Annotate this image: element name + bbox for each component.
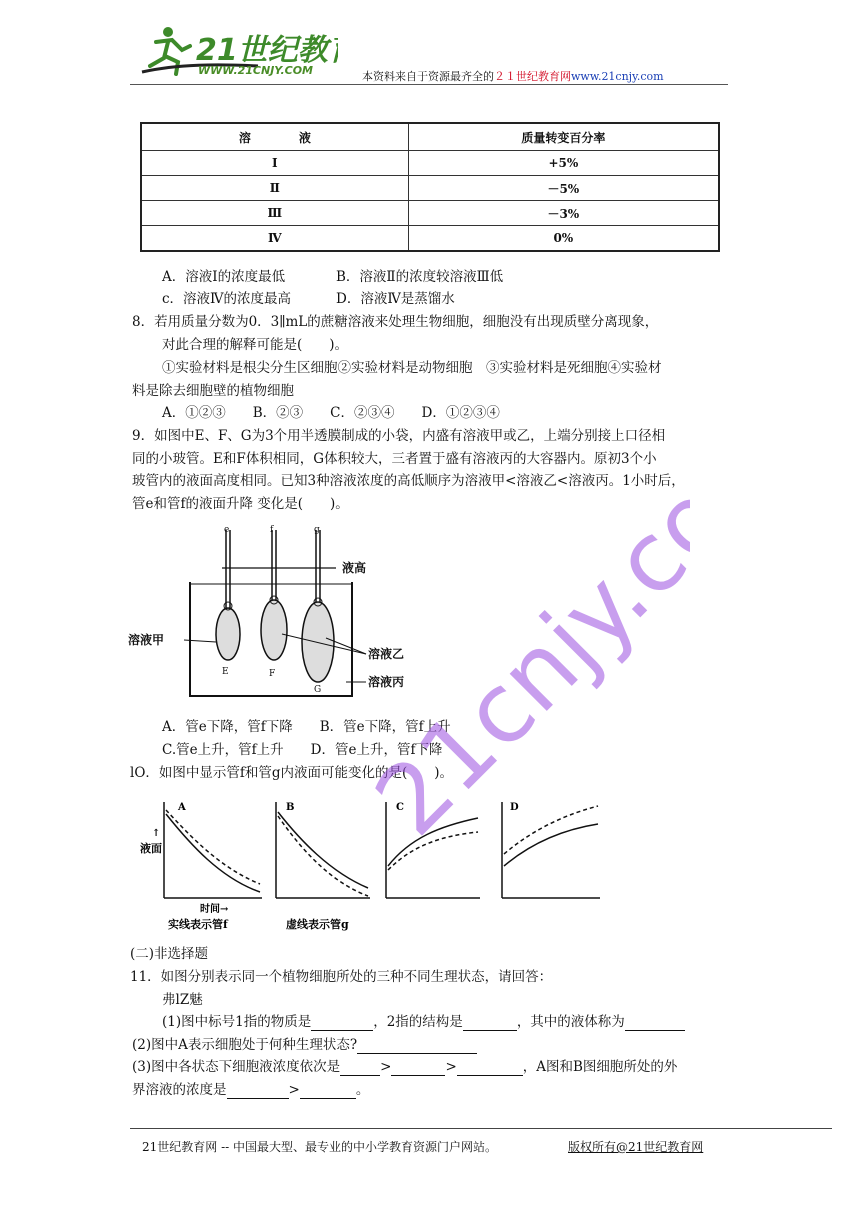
q11-sub2: (2)图中A表示细胞处于何种生理状态? [132,1036,477,1054]
q11-figure-placeholder: 弗lZ魅 [162,992,203,1008]
svg-text:21cnjy.com: 21cnjy.com [354,410,690,840]
q11-line: 11．如图分别表示同一个植物细胞所处的三种不同生理状态，请回答： [130,969,553,985]
svg-text:↑: ↑ [152,828,161,839]
table-row: Ⅳ 0% [141,226,719,252]
table-row: Ⅰ +5% [141,151,719,176]
q10-line: lO．如图中显示管f和管g内液面可能变化的是( )。 [130,765,454,781]
q9-options-ab: A．管e下降，管f下降 B．管e下降，管f上升 [162,719,451,735]
footer-text: 21世纪教育网 -- 中国最大型、最专业的中小学教育资源门户网站。 [142,1140,498,1154]
legend-dashed: 虚线表示管g [286,918,349,931]
svg-text:B: B [286,802,295,813]
q8-line: 对此合理的解释可能是( )。 [162,337,349,353]
table-row: Ⅲ －3% [141,201,719,226]
graph-panel-c [386,802,480,898]
bag-label: G [314,685,322,695]
q9-line: 玻管内的液面高度相同。已知3种溶液浓度的高低顺序为溶液甲<溶液乙<溶液丙。1小时后， [132,473,685,489]
solution-b-label: 溶液乙 [368,647,405,661]
q8-line: 料是除去细胞壁的植物细胞 [132,383,294,399]
level-label: 液高 [342,561,367,575]
q7-option-d: D．溶液Ⅳ是蒸馏水 [336,291,455,307]
level-change-graphs [140,796,610,936]
osmosis-diagram [126,522,416,712]
q8-line: ①实验材料是根尖分生区细胞②实验材料是动物细胞 ③实验材料是死细胞④实验材 [162,360,662,376]
graph-panel-a [164,802,262,898]
y-axis-label: 液面 [140,842,162,855]
legend-solid: 实线表示管f [168,918,228,931]
q8-line: 8．若用质量分数为0．3∥mL的蔗糖溶液来处理生物细胞，细胞没有出现质壁分离现象， [132,314,659,330]
bag-label: F [269,669,276,679]
table-header: 质量转变百分率 [408,123,719,151]
footer-copyright-link[interactable]: 版权所有@21世纪教育网 [568,1140,704,1154]
table-row: Ⅱ －5% [141,176,719,201]
q11-sub3-cont: 界溶液的浓度是 > 。 [132,1082,370,1098]
svg-text:21世纪教育: 21世纪教 [196,33,328,68]
q9-line: 9．如图中E、F、G为3个用半透膜制成的小袋，内盛有溶液甲或乙，上端分别接上口径相 [132,428,666,444]
graph-panel-d [502,802,600,898]
q7-option-b: B．溶液Ⅱ的浓度较溶液Ⅲ低 [336,269,504,285]
solution-table [140,122,720,252]
svg-text:C: C [396,802,404,813]
q7-option-c: c．溶液Ⅳ的浓度最高 [162,291,292,307]
section-heading: (二)非选择题 [130,946,209,962]
q8-options: A．①②③ B．②③ C．②③④ D．①②③④ [162,405,500,421]
table-header: 溶 液 [141,123,408,151]
logo-url: WWW.21CNJY.COM [198,64,313,77]
q9-line: 管e和管f的液面升降 变化是( )。 [132,496,349,512]
tube-label: f [270,525,274,535]
svg-text:D: D [510,802,519,813]
header-divider [130,84,728,85]
q9-line: 同的小玻管。E和F体积相同，G体积较大，三者置于盛有溶液丙的大容器内。原初3个小 [132,451,657,467]
footer-divider [130,1128,832,1129]
bag-label: E [222,667,229,677]
q11-sub1: (1)图中标号1指的物质是 ，2指的结构是 ，其中的液体称为 [162,1013,685,1031]
solution-a-label: 溶液甲 [128,633,165,647]
svg-text:A: A [178,802,186,813]
tube-label: e [224,525,230,535]
header-link[interactable]: www.21cnjy.com [571,70,664,83]
graph-panel-b [276,802,370,898]
header-note: 本资料来自于资源最齐全的２１世纪教育网www.21cnjy.com [362,70,664,83]
q11-sub3: (3)图中各状态下细胞液浓度依次是 > > ，A图和B图细胞所处的外 [132,1059,678,1075]
x-axis-label: 时间→ [200,904,229,915]
q9-options-cd: C.管e上升，管f上升 D．管e上升，管f下降 [162,742,443,758]
tube-label: g [314,525,320,535]
q7-option-a: A．溶液Ⅰ的浓度最低 [162,269,286,285]
solution-c-label: 溶液丙 [368,675,405,689]
